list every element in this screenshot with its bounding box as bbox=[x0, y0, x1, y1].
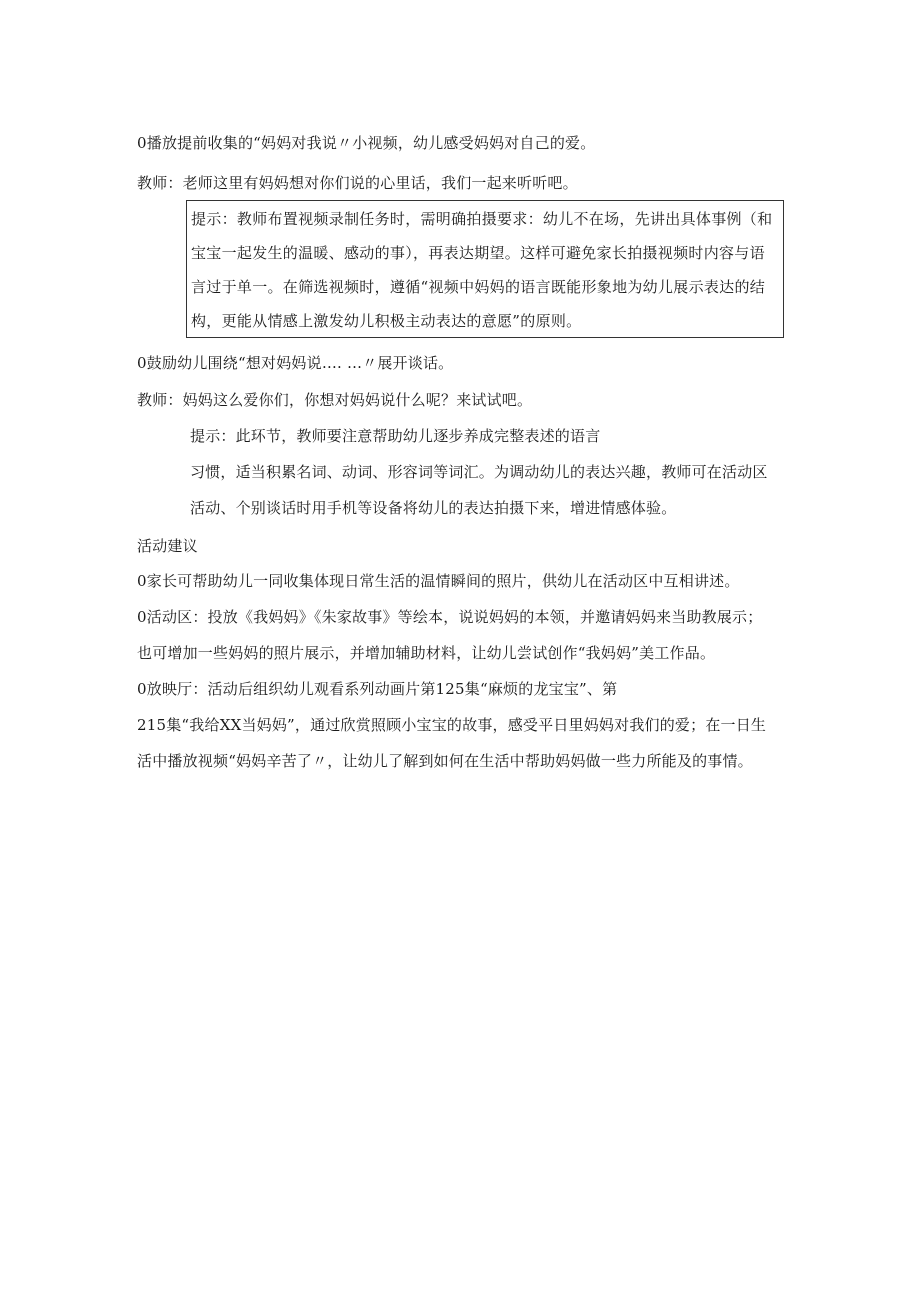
teacher-line-1: 教师：老师这里有妈妈想对你们说的心里话，我们一起来听听吧。 bbox=[137, 174, 578, 192]
section-heading-activity-suggestions: 活动建议 bbox=[137, 537, 198, 555]
tip-box-line-2: 宝宝一起发生的温暖、感动的事），再表达期望。这样可避免家长拍摄视频时内容与语 bbox=[191, 244, 765, 262]
tip-box bbox=[186, 200, 784, 338]
tip2-line-1: 提示：此环节，教师要注意帮助幼儿逐步养成完整表述的语言 bbox=[190, 427, 601, 445]
suggestion-3-line-2: 215集“我给XX当妈妈”，通过欣赏照顾小宝宝的故事，感受平日里妈妈对我们的爱；在一日生 bbox=[137, 716, 767, 734]
suggestion-3-line-3: 活中播放视频“妈妈辛苦了〃，让幼儿了解到如何在生活中帮助妈妈做一些力所能及的事情。 bbox=[137, 752, 753, 770]
suggestion-2-line-2: 也可增加一些妈妈的照片展示，并增加辅助材料，让幼儿尝试创作“我妈妈”美工作品。 bbox=[137, 644, 716, 662]
tip-box-line-1: 提示：教师布置视频录制任务时，需明确拍摄要求：幼儿不在场，先讲出具体事例（和 bbox=[191, 210, 773, 228]
paragraph-play-video: 0播放提前收集的“妈妈对我说〃小视频，幼儿感受妈妈对自己的爱。 bbox=[137, 134, 596, 152]
tip2-line-3: 活动、个别谈话时用手机等设备将幼儿的表达拍摄下来，增进情感体验。 bbox=[190, 499, 677, 517]
tip-box-line-3: 言过于单一。在筛选视频时，遵循“视频中妈妈的语言既能形象地为幼儿展示表达的结 bbox=[191, 278, 766, 296]
suggestion-2-line-1: 0活动区：投放《我妈妈》《朱家故事》等绘本，说说妈妈的本领，并邀请妈妈来当助教展示； bbox=[137, 608, 763, 626]
paragraph-encourage-talk: 0鼓励幼儿围绕“想对妈妈说…. …〃展开谈话。 bbox=[137, 354, 454, 372]
tip-box-line-4: 构，更能从情感上激发幼儿积极主动表达的意愿”的原则。 bbox=[191, 312, 582, 330]
tip2-line-2: 习惯，适当积累名词、动词、形容词等词汇。为调动幼儿的表达兴趣，教师可在活动区 bbox=[190, 463, 768, 481]
teacher-line-2: 教师：妈妈这么爱你们，你想对妈妈说什么呢？来试试吧。 bbox=[137, 391, 533, 409]
suggestion-3-line-1: 0放映厅：活动后组织幼儿观看系列动画片第125集“麻烦的龙宝宝”、第 bbox=[137, 680, 618, 698]
suggestion-1: 0家长可帮助幼儿一同收集体现日常生活的温情瞬间的照片，供幼儿在活动区中互相讲述。 bbox=[137, 572, 740, 590]
